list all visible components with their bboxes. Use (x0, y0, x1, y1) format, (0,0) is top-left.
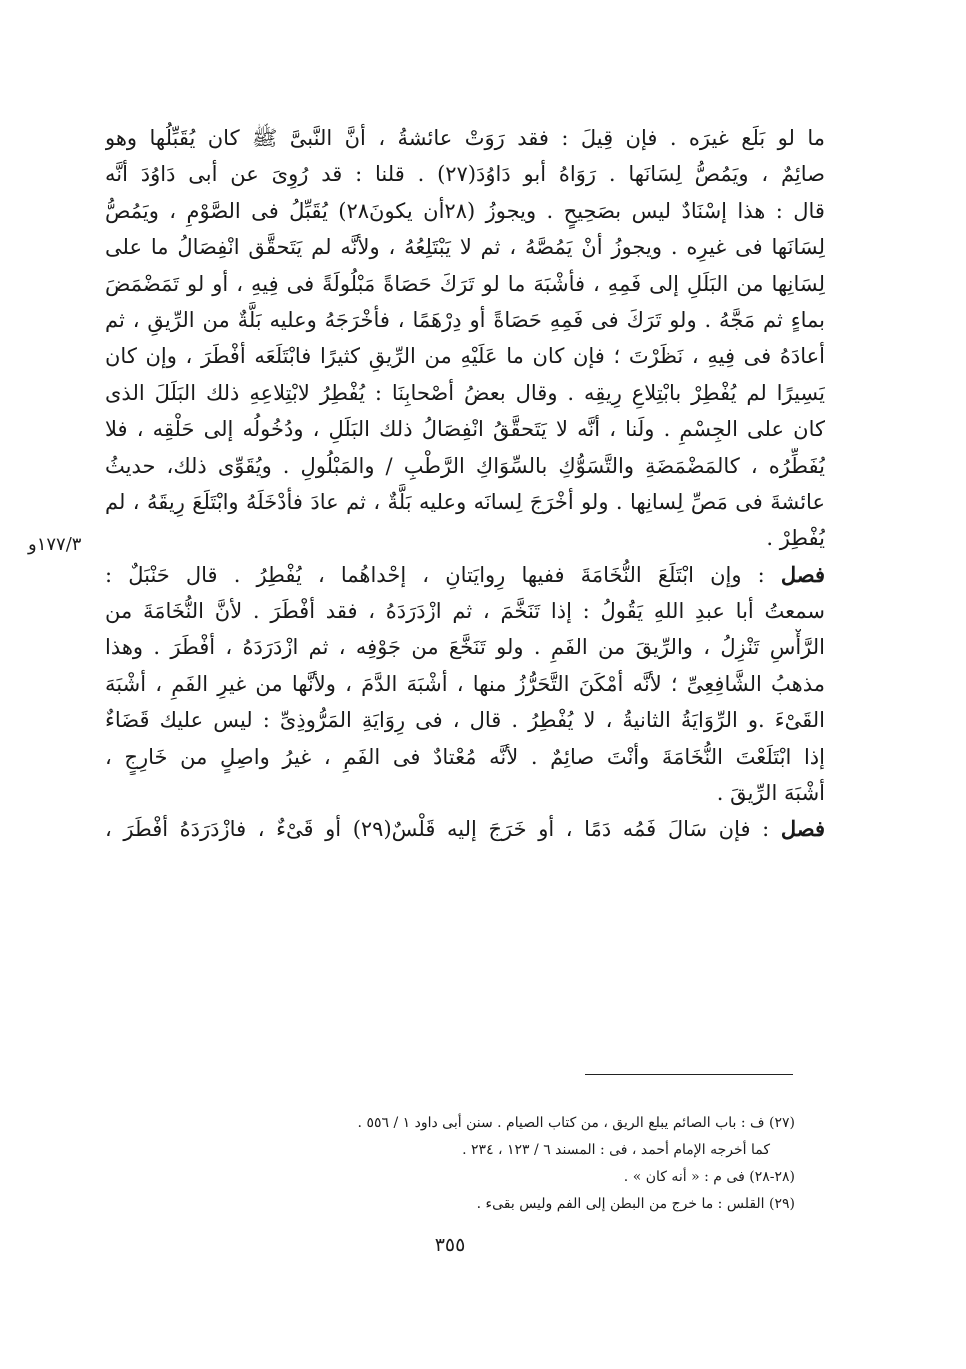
section-heading-line: فصل : وإن ابْتَلَعَ النُّخَامَةَ ففيها رِوايَتانِ ، إحْداهُما ، يُفْطِرُ . قال حَنْبَلٌ : (105, 561, 825, 587)
footnote: كما أخرجه الإمام أحمد ، فى : المسند ٦ / ١٢٣ ، ٢٣٤ . (462, 1142, 770, 1158)
main-text-block (105, 120, 825, 848)
body-line: قال : هذا إسْنَادٌ ليس بصَحِيحٍ . ويجوزُ (٢٨أن يكونَ٢٨) يُقَبِّلُ فى الصَّوْمِ ، ويَمُصُّ (105, 198, 825, 223)
footnote: (٢٨-٢٨) فى م : « أنه كان » . (623, 1169, 795, 1185)
body-line: ما لو بَلَع غيرَه . فإن قِيلَ : فقد رَوَتْ عائشةُ ، أنَّ النَّبىَّ ﷺ كان يُقَبِّلُها وهو (105, 126, 825, 150)
body-line: لِسَانِها من البَلَلِ إلى فَمِهِ ، فأشْبَهَ ما لو تَرَكَ حَصَاةً مَبْلُولَةً فى فِيهِ ، أو لو تَمَضْمَضَ (105, 271, 825, 296)
section-label: فصل (780, 816, 825, 842)
section-heading-line: فصل : فإن سَالَ فَمُه دَمًا ، أو خَرَجَ إليه قَلْسٌ(٢٩) أو قَىْءٌ ، فازْدَرَدَهُ أفْطَرَ ، (105, 816, 825, 842)
body-line: أعادَهُ فى فِيهِ ، نَظَرْتَ ؛ فإن كان ما عَلَيْهِ من الرِّيقِ كثيرًا فابْتَلَعَه أفْطَرَ ، وإن كان (105, 344, 825, 369)
body-line: كان على الجِسْمِ . ولَنا ، أنَّه لا يَتَحقَّقُ انْفِصَالُ ذلك البَلَلِ ، ودُخُولُه إلى حَلْقِه ، فلا (105, 417, 825, 442)
body-line: مذهبُ الشَّافِعِىِّ ؛ لأنَّه أمْكَنَ التَّحَرُّزُ منها ، أشْبَهَ الدَّمَ ، ولأنَّها من غيرِ الفَمِ ، أشْبَهَ (105, 671, 825, 696)
footnotes-block (250, 1110, 795, 1218)
body-line: بماءٍ ثم مَجَّهُ . ولو تَرَكَ فى فَمِهِ حَصَاةً أو دِرْهَمًا ، فأخْرَجَهُ وعليه بَلَّةٌ من الرِّيقِ ، ثم (105, 307, 825, 332)
section-label: فصل (780, 561, 825, 587)
body-line: صائِمٌ ، ويَمُصُّ لِسَانَها . رَوَاهُ أبو دَاوُدَ(٢٧) . قلنا : قد رُوِىَ عن أبى دَاوُدَ أنَّه (105, 162, 825, 187)
body-line: القَىْءَ .و الرِّوَايَةُ الثانيةُ ، لا يُفْطِرُ . قال ، فى رِوَايَةِ المَرُّوذِىِّ : ليس عليك قَضَاءٌ (105, 708, 825, 733)
footnote-divider (585, 1074, 793, 1075)
body-line: لِسَانَها فى غيرِه . ويجوزُ أنْ يَمُصَّهُ ، ثم لا يَبْتَلِعُهُ ، ولأنَّه لم يَتَحقَّق انْفِصَالُ ما على (105, 235, 825, 260)
body-line: يَسِيرًا لم يُفْطِرْ بابْتِلاعِ رِيقِه . وقال بعضُ أصْحابِنَا : يُفْطِرُ لابْتِلاعِهِ ذلك البَلَلَ الذى (105, 380, 825, 405)
body-line: يُفْطِرْ . (766, 526, 825, 551)
body-line: سمعتُ أبا عبدِ اللهِ يَقُولُ : إذا تَنَخَّمَ ، ثم ازْدَرَدَهُ ، فقد أفْطَرَ . لأنَّ النُّخَامَةَ من (105, 599, 825, 624)
body-line: إذا ابْتَلَعْتَ النُّخَامَةَ وأنْتَ صائِمٌ . لأنَّه مُعْتادٌ فى الفَمِ ، غيرُ واصِلٍ من خَارِجٍ ، (105, 744, 825, 769)
body-line: عائشةَ فى مَصِّ لِسانِها . ولو أخْرَجَ لِسانَه وعليه بَلَّةٌ ، ثم عادَ فأدْخَلَهُ وابْتَلَعَ رِيقَهُ ، لم (105, 489, 825, 514)
body-line: يُفَطِّرُه ، كالمَضْمَضَةِ والتَّسَوُّكِ بالسِّوَاكِ الرَّطْبِ / والمَبْلُولِ . ويُقَوِّى ذلك، حديثُ (105, 453, 825, 478)
body-line: الرَّأْسِ تَنْزِلُ ، والرِّيقَ من الفَمِ . ولو تَنَخَّعَ من جَوْفِه ، ثم ازْدَرَدَهُ ، أفْطَرَ . وهذا (105, 635, 825, 660)
margin-folio-note: ١٧٧/٣و (28, 534, 82, 555)
footnote: (٢٧) ف : باب الصائم يبلع الريق ، من كتاب الصيام . سنن أبى داود ١ / ٥٥٦ . (357, 1115, 795, 1131)
body-line: أشْبَهَ الرِّيقَ . (716, 781, 825, 806)
footnote: (٢٩) القلس : ما خرج من البطن إلى الفم وليس بقىء . (476, 1196, 795, 1212)
page-number: ٣٥٥ (434, 1234, 466, 1256)
